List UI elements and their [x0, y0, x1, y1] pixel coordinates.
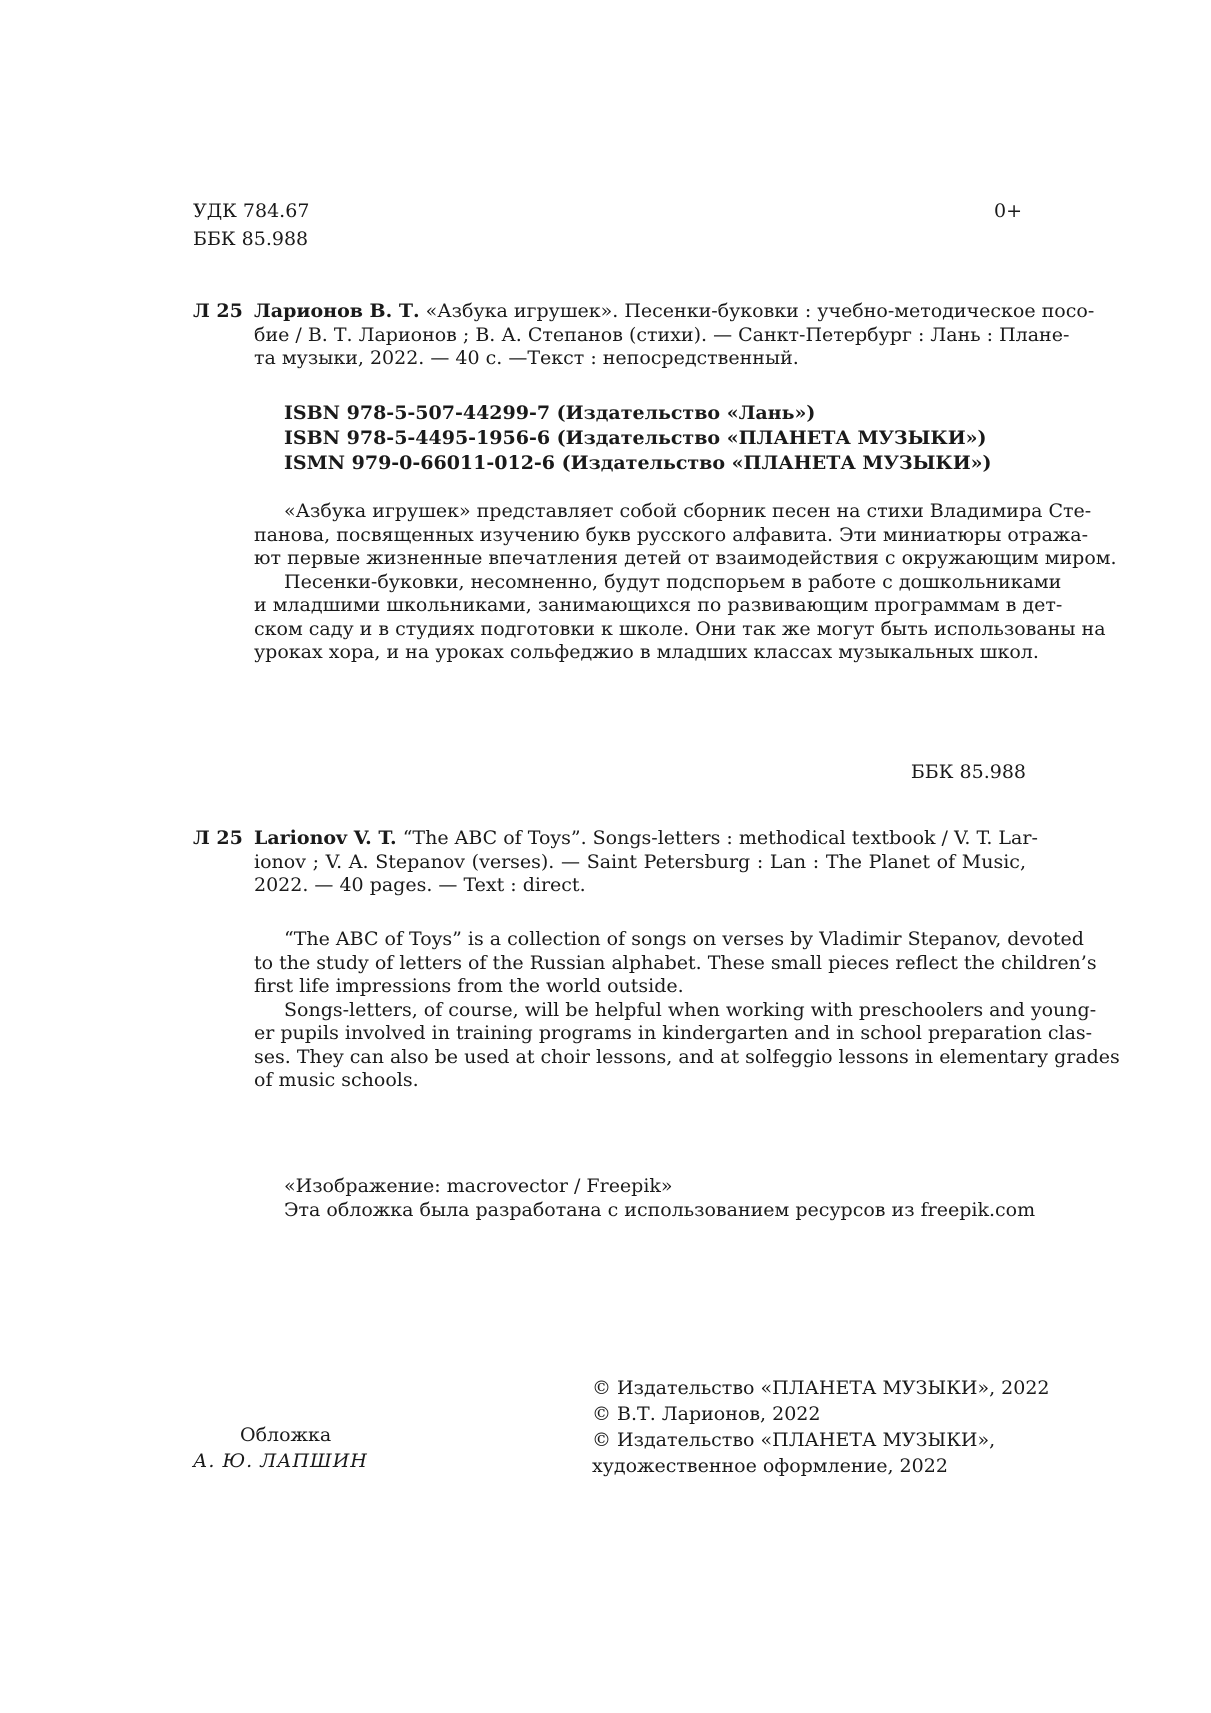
abstract-line: ses. They can also be used at choir lessons, and at solfeggio lessons in elementary grades [254, 1045, 1120, 1068]
abstract-line: “The ABC of Toys” is a collection of songs on verses by Vladimir Stepanov, devoted [284, 928, 1084, 950]
abstract-line: to the study of letters of the Russian alphabet. These small pieces reflect the children’s [254, 951, 1097, 974]
author-mark-en: Л 25 [193, 827, 243, 849]
abstract-en [254, 928, 1120, 1093]
copyright-line: © Издательство «ПЛАНЕТА МУЗЫКИ», [592, 1429, 996, 1451]
copyright-line: © В.Т. Ларионов, 2022 [592, 1403, 821, 1425]
copyright-block [592, 1375, 1050, 1479]
image-credit-line: «Изображение: macrovector / Freepik» [284, 1175, 673, 1197]
cover-designer: А. Ю. ЛАПШИН [193, 1450, 368, 1472]
author-name: Ларионов В. Т. [254, 300, 420, 322]
abstract-line: er pupils involved in training programs in kindergarten and in school preparation clas- [254, 1022, 1093, 1044]
abstract-line: панова, посвященных изучению букв русского алфавита. Эти миниатюры отража- [254, 523, 1089, 546]
bibliographic-reference-en [254, 827, 1038, 898]
abstract-line: уроках хора, и на уроках сольфеджио в младших классах музыкальных школ. [254, 641, 1039, 663]
abstract-ru [254, 500, 1117, 665]
copyright-line: художественное оформление, 2022 [592, 1455, 948, 1477]
reference-text: «Азбука игрушек». Песенки-буковки : учебно-методическое посо- [425, 300, 1095, 322]
abstract-line: Songs-letters, of course, will be helpful when working with preschoolers and young- [284, 998, 1097, 1021]
image-credit-line: Эта обложка была разработана с использованием ресурсов из freepik.com [284, 1198, 1036, 1221]
bbk-code-english: ББК 85.988 [910, 761, 1026, 783]
cover-label: Обложка [240, 1424, 332, 1446]
reference-text: “The ABC of Toys”. Songs-letters : methodical textbook / V. T. Lar- [402, 827, 1038, 849]
isbn-planeta: ISBN 978-5-4495-1956-6 (Издательство «ПЛАНЕТА МУЗЫКИ») [284, 427, 987, 449]
reference-line [254, 827, 1038, 851]
author-mark-ru: Л 25 [193, 300, 243, 322]
bbk-code: ББК 85.988 [193, 228, 309, 250]
abstract-line: of music schools. [254, 1069, 419, 1091]
bibliographic-reference-ru [254, 300, 1095, 371]
isbn-block [284, 401, 992, 476]
age-rating: 0+ [994, 200, 1023, 222]
author-name: Larionov V. T. [254, 827, 397, 849]
abstract-line: ют первые жизненные впечатления детей от взаимодействия с окружающим миром. [254, 547, 1117, 569]
reference-line: бие / В. Т. Ларионов ; В. А. Степанов (стихи). — Санкт-Петербург : Лань : Плане- [254, 323, 1070, 346]
reference-line [254, 300, 1095, 324]
abstract-line: «Азбука игрушек» представляет собой сборник песен на стихи Владимира Сте- [284, 500, 1092, 522]
copyright-line: © Издательство «ПЛАНЕТА МУЗЫКИ», 2022 [592, 1377, 1050, 1399]
image-credit [284, 1175, 1035, 1222]
reference-line: ionov ; V. A. Stepanov (verses). — Saint Petersburg : Lan : The Planet of Music, [254, 850, 1026, 873]
abstract-line: и младшими школьниками, занимающихся по развивающим программам в дет- [254, 594, 1063, 616]
reference-line: та музыки, 2022. — 40 с. —Текст : непосредственный. [254, 347, 799, 369]
udk-code: УДК 784.67 [193, 200, 310, 222]
reference-line: 2022. — 40 pages. — Text : direct. [254, 874, 586, 896]
abstract-line: Песенки-буковки, несомненно, будут подспорьем в работе с дошкольниками [284, 570, 1062, 593]
abstract-line: ском саду и в студиях подготовки к школе. Они так же могут быть использованы на [254, 617, 1106, 640]
ismn-planeta: ISMN 979-0-66011-012-6 (Издательство «ПЛАНЕТА МУЗЫКИ») [284, 452, 992, 474]
abstract-line: first life impressions from the world outside. [254, 975, 684, 997]
isbn-lan: ISBN 978-5-507-44299-7 (Издательство «Лань») [284, 402, 816, 424]
